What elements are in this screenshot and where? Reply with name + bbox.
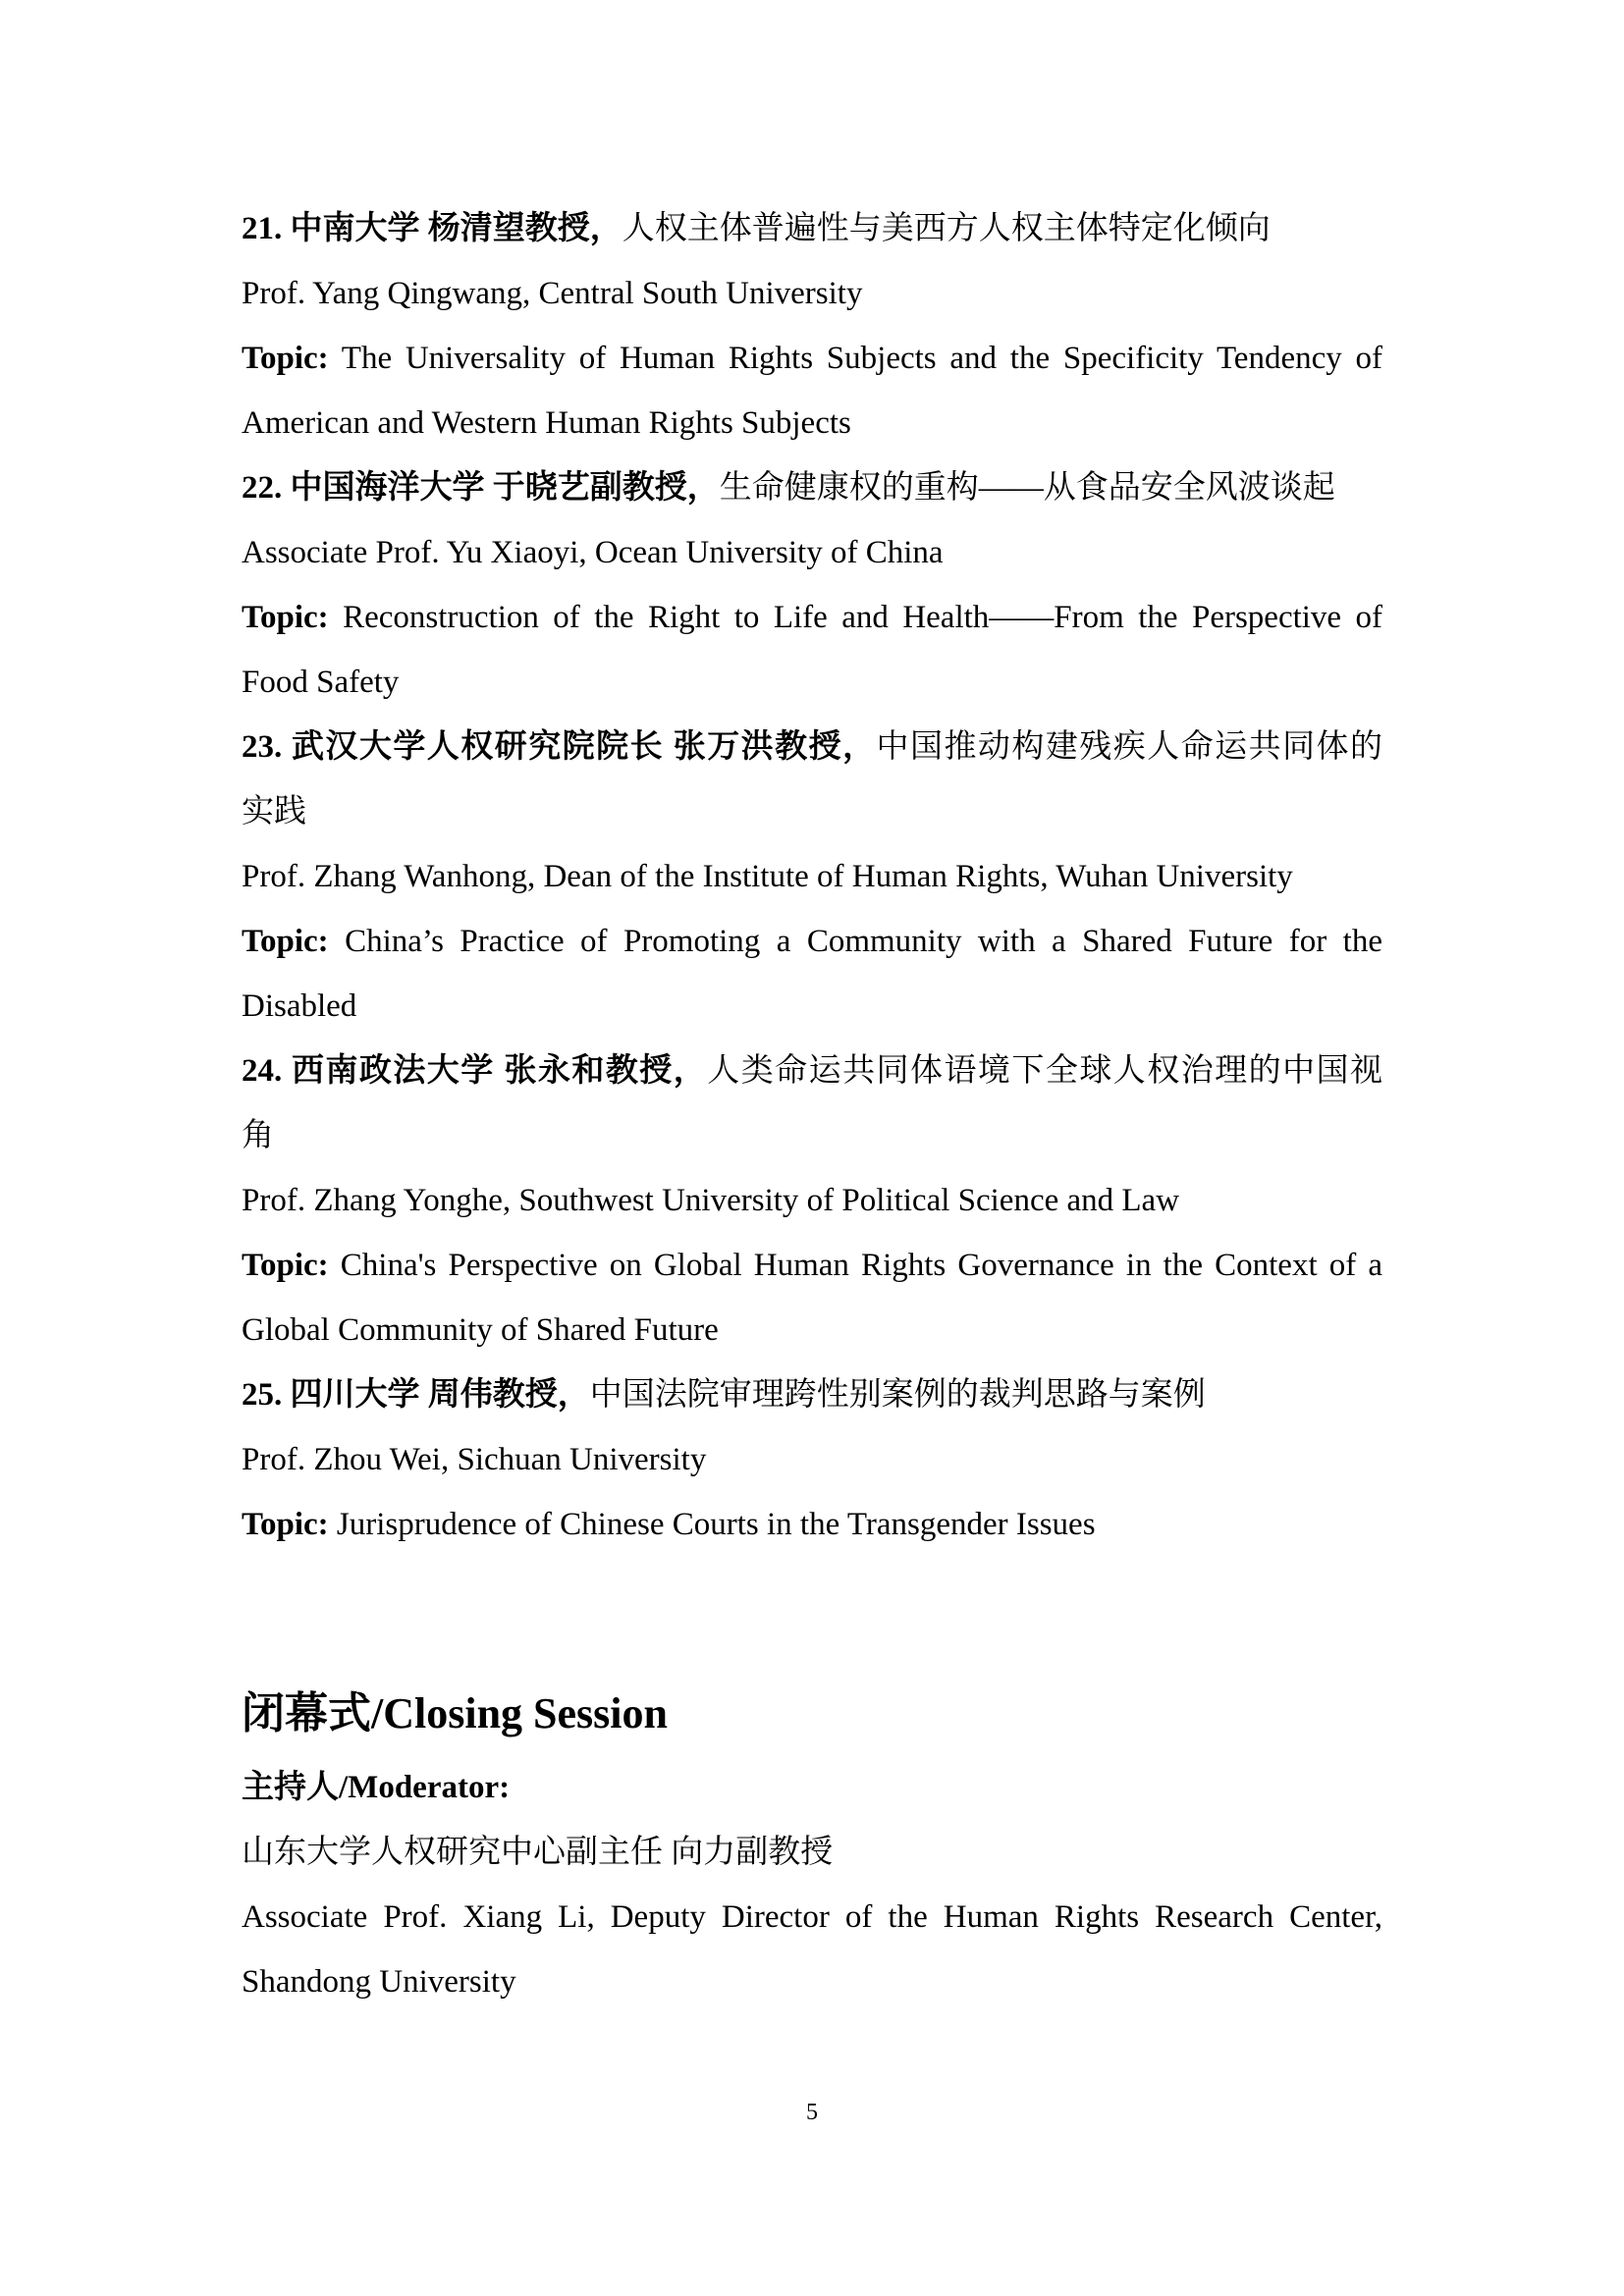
item-23-presenter-en (242, 844, 1382, 909)
section-gap (242, 1557, 1382, 1673)
item-22-topic-line-1 (242, 585, 1382, 650)
item-22-topic-line-2 (242, 650, 1382, 715)
item-24-presenter-en (242, 1168, 1382, 1233)
item-21-presenter-en-segment-1: Prof. Yang Qingwang, Central South University (242, 276, 863, 311)
item-22-title-zh (242, 455, 1382, 520)
item-24-title-zh-line-2 (242, 1103, 1382, 1168)
item-24-title-zh-line-1 (242, 1039, 1382, 1103)
item-23-title-zh-line-2-segment-1: 实践 (242, 794, 306, 829)
item-24-presenter-en-segment-1: Prof. Zhang Yonghe, Southwest University of Political Science and Law (242, 1183, 1180, 1218)
item-23-topic-line-1-segment-2: China’s Practice of Promoting a Community with a Shared Future for the (328, 924, 1382, 959)
item-25-topic-line-1-segment-2: Jurisprudence of Chinese Courts in the Transgender Issues (328, 1507, 1096, 1542)
item-23-topic-line-1 (242, 909, 1382, 974)
item-21-topic-line-1 (242, 326, 1382, 391)
closing-session-heading-segment-1: 闭幕式/Closing Session (242, 1689, 668, 1737)
item-23-title-zh-line-1 (242, 715, 1382, 779)
item-21-title-zh-segment-1: 21. 中南大学 杨清望教授， (242, 211, 623, 246)
item-25-title-zh (242, 1362, 1382, 1427)
item-24-topic-line-1-segment-1: Topic: (242, 1248, 329, 1283)
item-25-title-zh-segment-2: 中国法院审理跨性别案例的裁判思路与案例 (589, 1377, 1206, 1413)
item-25-topic-line-1 (242, 1492, 1382, 1557)
item-23-topic-line-2 (242, 974, 1382, 1039)
page-number: 5 (806, 2100, 818, 2125)
item-23-title-zh-line-1-segment-2: 中国推动构建残疾人命运共同体的 (876, 729, 1383, 765)
item-23-title-zh-line-1-segment-1: 23. 武汉大学人权研究院院长 张万洪教授， (242, 729, 877, 765)
moderator-en-line-1-segment-1: Associate Prof. Xiang Li, Deputy Director of the Human Rights Research Center, (242, 1899, 1382, 1935)
item-23-presenter-en-segment-1: Prof. Zhang Wanhong, Dean of the Institute of Human Rights, Wuhan University (242, 859, 1293, 894)
moderator-zh (242, 1820, 1382, 1885)
item-24-topic-line-2 (242, 1298, 1382, 1362)
item-24-title-zh-line-2-segment-1: 角 (242, 1118, 274, 1153)
item-21-topic-line-1-segment-2: The Universality of Human Rights Subjects and the Specificity Tendency of (328, 341, 1382, 376)
item-21-presenter-en (242, 261, 1382, 326)
item-22-title-zh-segment-2: 生命健康权的重构——从食品安全风波谈起 (719, 470, 1335, 506)
item-22-topic-line-1-segment-2: Reconstruction of the Right to Life and Health——From the Perspective of (328, 600, 1382, 635)
item-25-presenter-en-segment-1: Prof. Zhou Wei, Sichuan University (242, 1442, 707, 1477)
moderator-en-line-1 (242, 1885, 1382, 1949)
item-24-title-zh-line-1-segment-1: 24. 西南政法大学 张永和教授， (242, 1053, 708, 1089)
moderator-label (242, 1755, 1382, 1820)
item-21-topic-line-2-segment-1: American and Western Human Rights Subjects (242, 405, 851, 441)
item-24-topic-line-1 (242, 1233, 1382, 1298)
item-24-topic-line-1-segment-2: China's Perspective on Global Human Rights Governance in the Context of a (328, 1248, 1382, 1283)
item-24-title-zh-line-1-segment-2: 人类命运共同体语境下全球人权治理的中国视 (707, 1053, 1383, 1089)
item-21-title-zh-segment-2: 人权主体普遍性与美西方人权主体特定化倾向 (622, 211, 1271, 246)
item-25-topic-line-1-segment-1: Topic: (242, 1507, 329, 1542)
item-22-presenter-en (242, 520, 1382, 585)
moderator-zh-segment-1: 山东大学人权研究中心副主任 向力副教授 (242, 1835, 834, 1870)
closing-session-heading (242, 1673, 1382, 1755)
item-22-title-zh-segment-1: 22. 中国海洋大学 于晓艺副教授， (242, 470, 720, 506)
item-23-topic-line-2-segment-1: Disabled (242, 988, 357, 1024)
moderator-en-line-2 (242, 1949, 1382, 2014)
item-25-title-zh-segment-1: 25. 四川大学 周伟教授， (242, 1377, 590, 1413)
moderator-label-segment-1: 主持人/Moderator: (242, 1770, 511, 1805)
item-24-topic-line-2-segment-1: Global Community of Shared Future (242, 1312, 719, 1348)
item-23-title-zh-line-2 (242, 779, 1382, 844)
item-25-presenter-en (242, 1427, 1382, 1492)
item-21-title-zh (242, 196, 1382, 261)
item-23-topic-line-1-segment-1: Topic: (242, 924, 329, 959)
item-21-topic-line-1-segment-1: Topic: (242, 341, 329, 376)
item-22-topic-line-1-segment-1: Topic: (242, 600, 329, 635)
item-22-topic-line-2-segment-1: Food Safety (242, 665, 400, 700)
program-text-block (242, 196, 1382, 2014)
moderator-en-line-2-segment-1: Shandong University (242, 1964, 516, 2000)
item-21-topic-line-2 (242, 391, 1382, 455)
item-22-presenter-en-segment-1: Associate Prof. Yu Xiaoyi, Ocean University of China (242, 535, 944, 570)
